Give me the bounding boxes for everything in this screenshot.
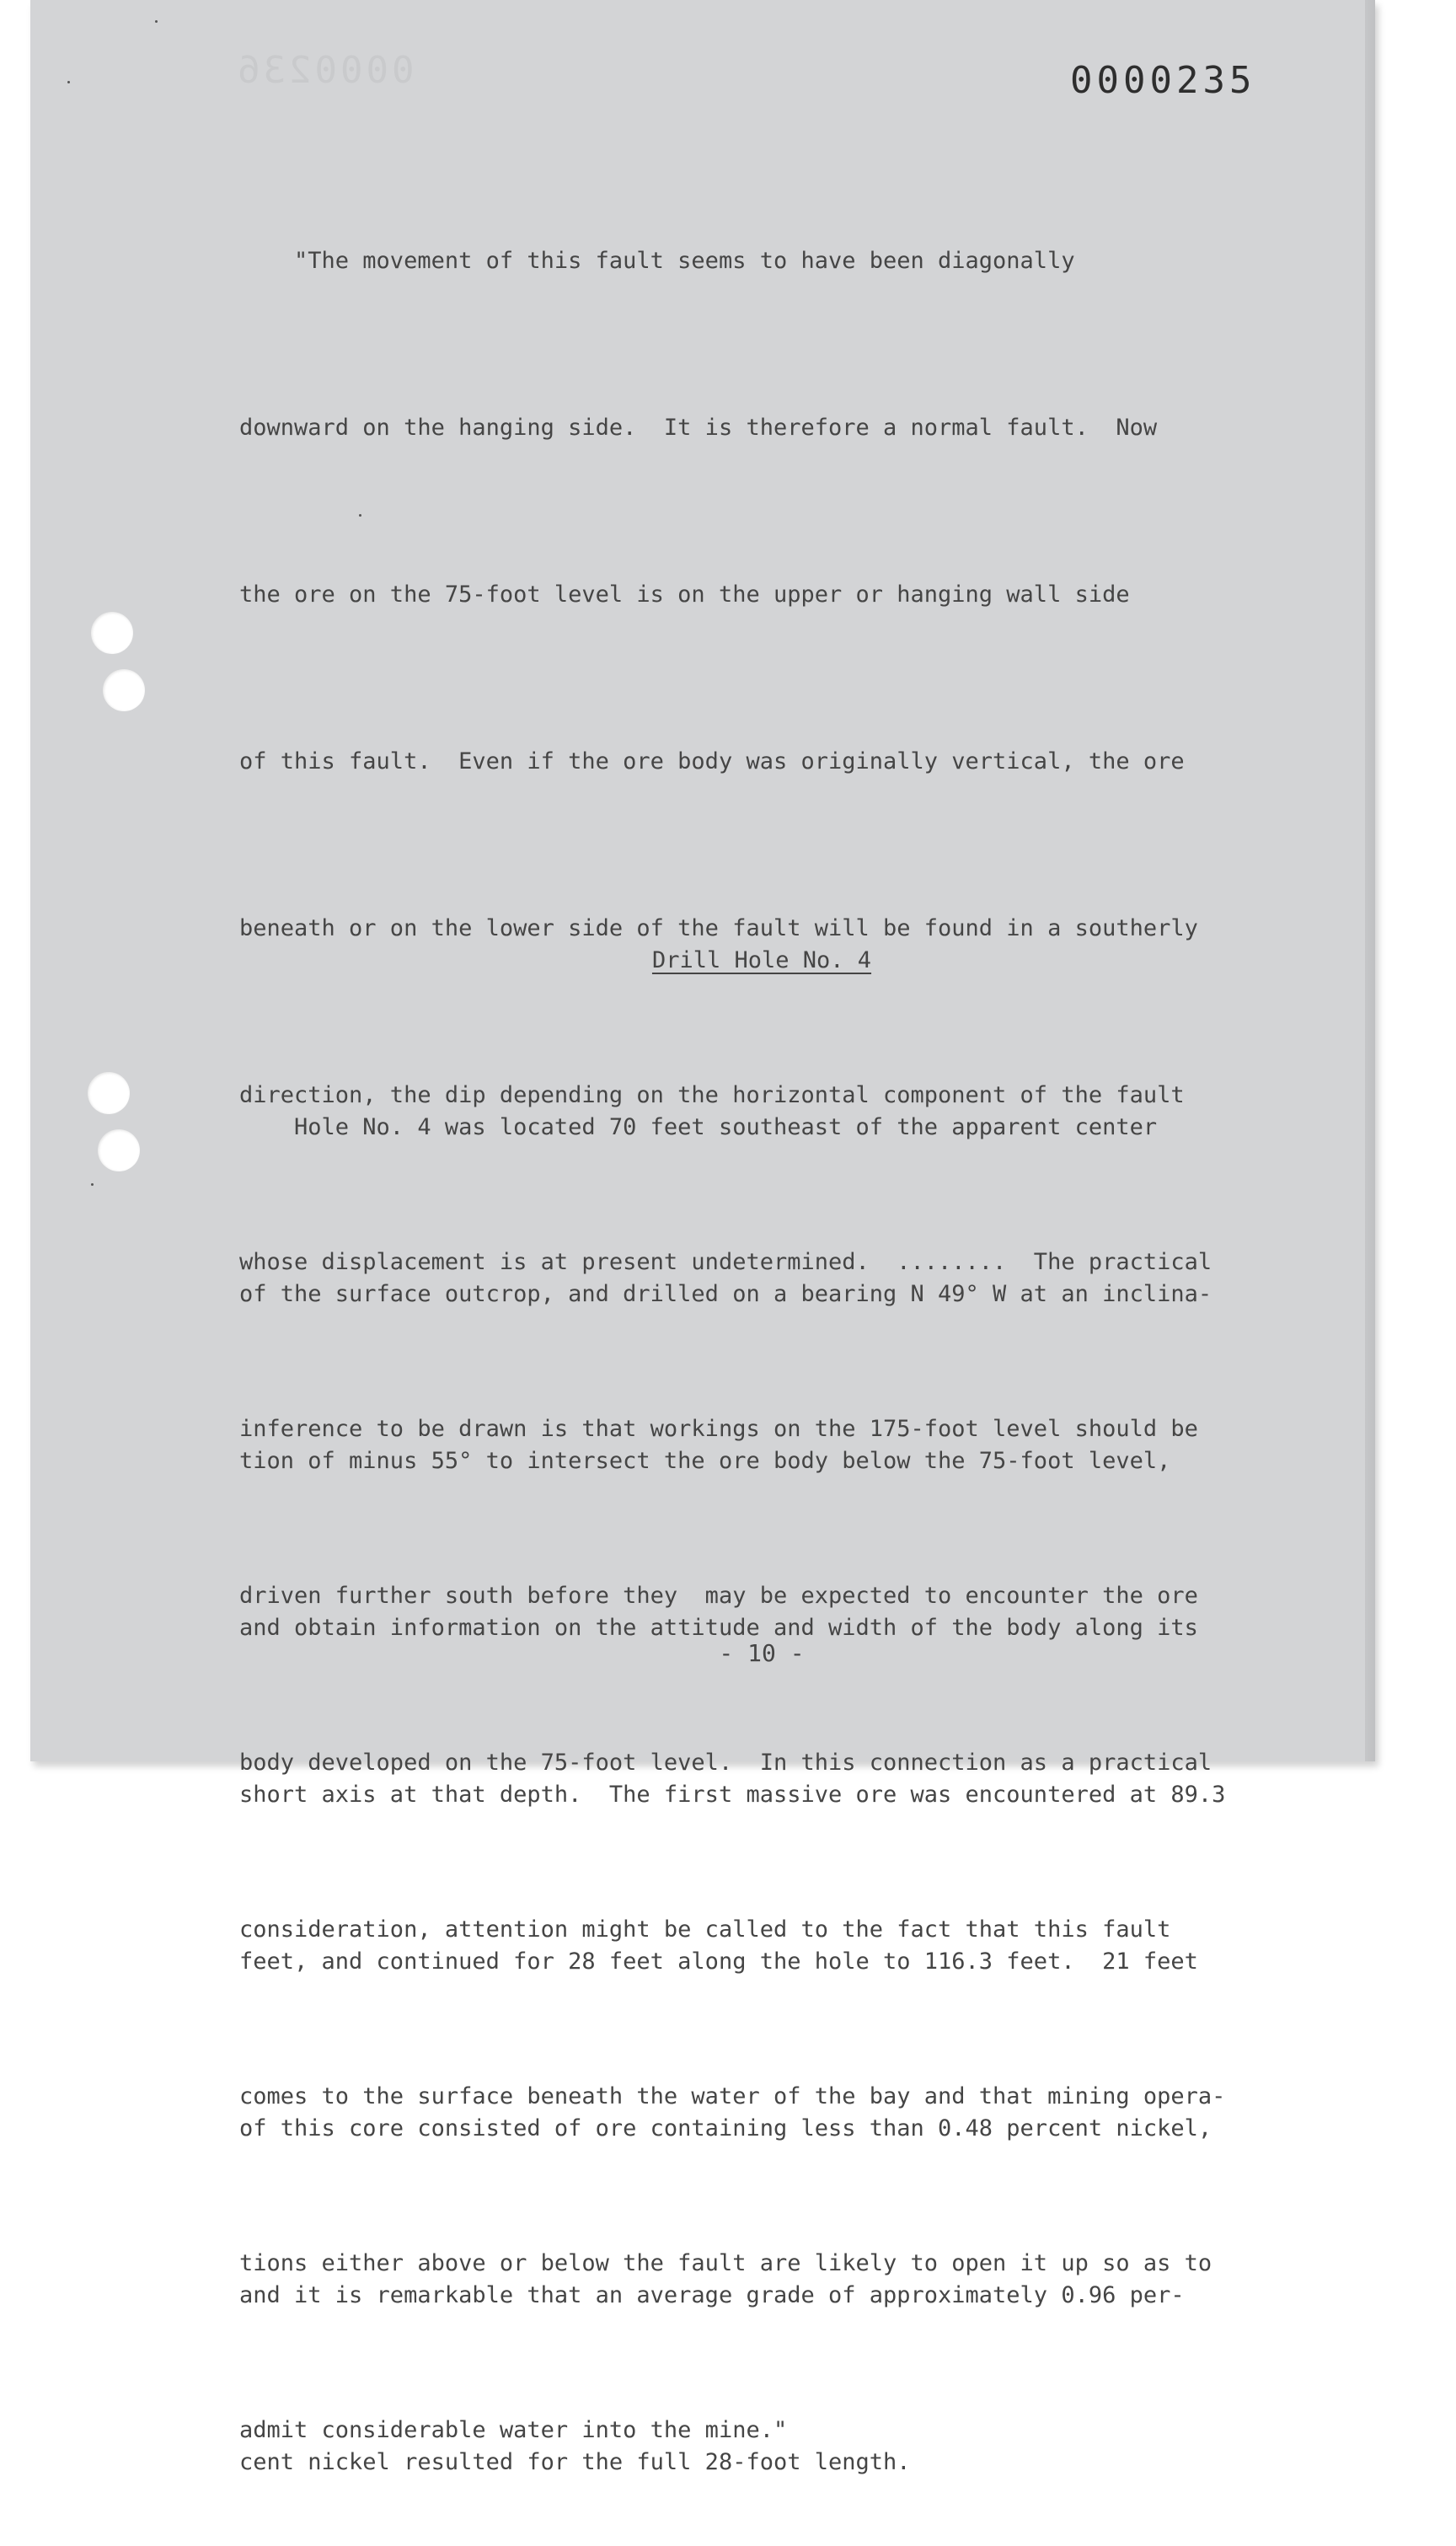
text-line: inference to be drawn is that workings on the 175-foot level should be <box>239 1416 1198 1442</box>
text-line: direction, the dip depending on the horizontal component of the fault <box>239 1082 1185 1108</box>
section-heading <box>239 944 1284 978</box>
speck <box>155 20 158 23</box>
document-number: 0000235 <box>1070 59 1256 102</box>
text-line: cent nickel resulted for the full 28-foot length. <box>239 2449 911 2475</box>
section-heading-text: Drill Hole No. 4 <box>651 947 872 973</box>
text-line: beneath or on the lower side of the fault will be found in a southerly <box>239 915 1198 941</box>
punch-hole-2 <box>103 669 145 711</box>
speck <box>91 1183 94 1186</box>
text-line: tions either above or below the fault are likely to open it up so as to <box>239 2250 1212 2276</box>
text-line: feet, and continued for 28 feet along the hole to 116.3 feet. 21 feet <box>239 1948 1198 1975</box>
text-line: and it is remarkable that an average grade of approximately 0.96 per- <box>239 2282 1185 2308</box>
speck <box>67 81 70 83</box>
text-line: consideration, attention might be called to the fact that this fault <box>239 1916 1171 1943</box>
punch-hole-3 <box>88 1072 130 1114</box>
text-line: Hole No. 4 was located 70 feet southeast of the apparent center <box>239 1114 1158 1140</box>
page-number: - 10 - <box>719 1639 805 1667</box>
text-line: body developed on the 75-foot level. In this connection as a practical <box>239 1750 1212 1776</box>
page-edge <box>1365 0 1375 1761</box>
text-line: comes to the surface beneath the water of the bay and that mining opera- <box>239 2083 1226 2109</box>
text-line: "The movement of this fault seems to have been diagonally <box>239 248 1075 274</box>
text-line: of this core consisted of ore containing less than 0.48 percent nickel, <box>239 2115 1212 2141</box>
bleed-through-number: 0000236 <box>234 49 415 92</box>
text-line: of this fault. Even if the ore body was originally vertical, the ore <box>239 748 1185 775</box>
text-line: of the surface outcrop, and drilled on a bearing N 49° W at an inclina- <box>239 1281 1212 1307</box>
text-line: whose displacement is at present undetermined. ........ The practical <box>239 1249 1212 1275</box>
text-line: driven further south before they may be expected to encounter the ore <box>239 1583 1198 1609</box>
text-line: admit considerable water into the mine." <box>239 2417 788 2443</box>
punch-hole-4 <box>98 1129 140 1171</box>
text-line: and obtain information on the attitude and width of the body along its <box>239 1615 1198 1641</box>
text-line: tion of minus 55° to intersect the ore body below the 75-foot level, <box>239 1448 1171 1474</box>
text-line: the ore on the 75-foot level is on the upper or hanging wall side <box>239 582 1130 608</box>
punch-hole-1 <box>91 612 133 654</box>
section-paragraph <box>239 989 1284 2546</box>
text-line: downward on the hanging side. It is therefore a normal fault. Now <box>239 415 1158 441</box>
text-line: short axis at that depth. The first massive ore was encountered at 89.3 <box>239 1782 1226 1808</box>
